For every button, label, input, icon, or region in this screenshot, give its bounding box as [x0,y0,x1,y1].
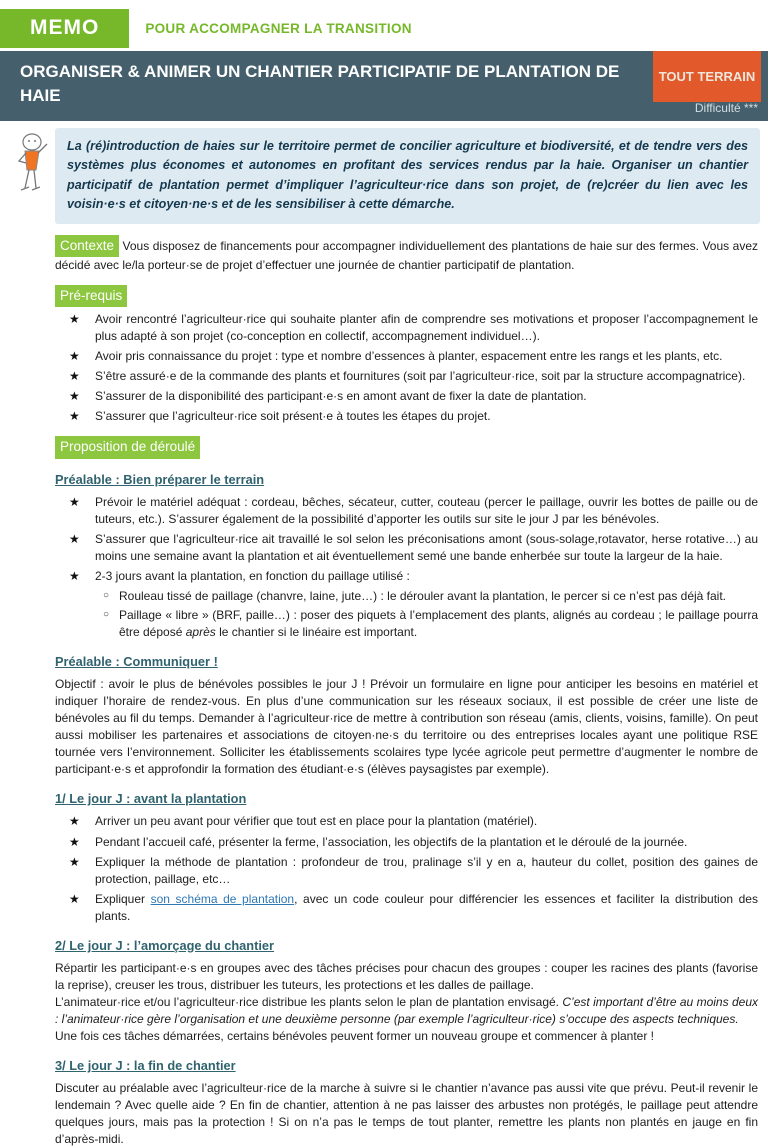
star-bullet-icon: ★ [69,312,80,327]
list-item-text: S’assurer de la disponibilité des participant·e·s en amont avant de fixer la date de plantation. [95,389,587,404]
stick-figure-icon [9,130,49,205]
text-run: Paillage « libre » (BRF, paille…) : poser des piquets à l’emplacement des plants, alignés au cordeau ; le paillage pourra être déposé [119,607,758,639]
page-title: ORGANISER & ANIMER UN CHANTIER PARTICIPATIF DE PLANTATION DE HAIE [20,61,620,106]
contexte-label: Contexte [55,235,119,257]
jour2-paragraph-1: Répartir les participant·e·s en groupes avec des tâches précises pour chacun des groupes : couper les racines des plants (favorise la reprise), creuser les trous, distribuer les tuteurs, les protections et les dalles de paillage. [55,960,758,992]
jour3-section [55,1057,758,1148]
text-run: L’animateur·rice et/ou l’agriculteur·rice distribue les plants selon le plan de plantation envisagé. [55,994,563,1009]
star-bullet-icon: ★ [69,494,80,509]
proposition-label: Proposition de déroulé [55,436,200,458]
list-item-text: Pendant l’accueil café, présenter la ferme, l’association, les objectifs de la plantation et le déroulé de la journée. [95,834,688,849]
text-run: , avec un code couleur pour différencier les essences et faciliter la distribution des plants. [95,891,758,923]
list-item-text: S’assurer que l’agriculteur·rice soit présent·e à toutes les étapes du projet. [95,409,491,424]
memo-header [0,9,768,48]
jour2-section [55,937,758,1045]
section-heading-jour3: 3/ Le jour J : la fin de chantier [55,1057,236,1073]
star-bullet-icon: ★ [69,834,80,849]
star-bullet-icon: ★ [69,349,80,364]
list-item [55,368,758,385]
circle-bullet-icon: ○ [103,589,110,601]
star-bullet-icon: ★ [69,854,80,869]
star-bullet-icon: ★ [69,389,80,404]
terrain-list [55,494,758,641]
jour1-list [55,813,758,924]
contexte-text: Vous disposez de financements pour accompagner individuellement des plantations de haie sur des fermes. Vous avez décidé avec le/la porteur·se de projet d’effectuer une journée de chantier participatif de plantation. [55,238,758,273]
prerequis-section [55,285,758,425]
list-item-text: S’être assuré·e de la commande des plants et fournitures (soit par l’agriculteur·rice, soit par la structure accompagnatrice). [95,369,746,384]
text-run-italic: après [185,624,216,639]
section-heading-communiquer: Préalable : Communiquer ! [55,653,218,669]
schema-plantation-link[interactable]: son schéma de plantation [150,891,295,906]
communiquer-paragraph: Objectif : avoir le plus de bénévoles possibles le jour J ! Prévoir un formulaire en ligne pour anticiper les besoins en matériel et indiquer l’horaire de rendez-vous. En plus d’une communication sur les réseaux sociaux, il est possible de créer une liste de bénévoles au fil du temps. Demander à l’agriculteur·rice de mettre à contribution son réseau (amis, clients, voisins, famille). On peut aussi mobiliser les partenaires et associations de citoyen·ne·s du territoire ou des entreprises locales ayant une politique RSE tournée vers l’environnement. Solliciter les établissements scolaires type lycée agricole peut permettre d’augmenter le nombre de participant·e·s et approfondir la formation des étudiant·e·s (élèves paysagistes par exemple). [55,677,758,777]
contexte-paragraph [55,235,758,274]
text-run-italic: C’est important d’être au moins deux : l’animateur·rice gère l’organisation et une deuxième personne (par exemple l’agriculteur·rice) s’occupe des aspects techniques. [55,994,758,1026]
star-bullet-icon: ★ [69,891,80,906]
list-item-text: 2-3 jours avant la plantation, en fonction du paillage utilisé : [95,568,410,583]
section-heading-jour2: 2/ Le jour J : l’amorçage du chantier [55,937,275,953]
list-item-text: Avoir pris connaissance du projet : type et nombre d’essences à planter, espacement entre les rangs et les plants, etc. [95,349,723,364]
star-bullet-icon: ★ [69,531,80,546]
memo-tagline: POUR ACCOMPAGNER LA TRANSITION [145,20,412,36]
star-bullet-icon: ★ [69,568,80,583]
list-item [55,388,758,405]
proposition-section [55,436,758,458]
intro-section [55,128,760,224]
prerequis-list [55,311,758,425]
list-item [55,834,758,851]
list-item [55,408,758,425]
list-item [55,348,758,365]
title-band [0,51,768,121]
jour2-paragraph-2 [55,994,758,1028]
list-item [55,891,758,925]
list-item [55,568,758,585]
jour2-paragraph-3: Une fois ces tâches démarrées, certains bénévoles peuvent former un nouveau groupe et commencer à planter ! [55,1028,654,1043]
terrain-section [55,471,758,641]
star-bullet-icon: ★ [69,814,80,829]
prerequis-label: Pré-requis [55,285,127,307]
star-bullet-icon: ★ [69,409,80,424]
difficulty-rating: Difficulté *** [694,100,758,115]
list-item [55,854,758,888]
memo-page [0,9,768,1147]
list-item-text [95,891,758,925]
list-item [55,813,758,830]
jour1-section [55,790,758,924]
star-bullet-icon: ★ [69,369,80,384]
memo-body [55,235,758,1148]
list-item-text: Prévoir le matériel adéquat : cordeau, bêches, sécateur, cutter, couteau (percer le paillage, ouvrir les bottes de paille ou de tuteurs, etc.). S’assurer également de la possibilité d’apporter les outils sur site le jour J par les bénévoles. [95,494,758,526]
list-item-text: Arriver un peu avant pour vérifier que tout est en place pour la plantation (matériel). [95,814,538,829]
list-item [55,531,758,565]
intro-text: La (ré)introduction de haies sur le territoire permet de concilier agriculture et biodiversité, et de tendre vers des systèmes plus économes et autonomes en profitant des services rendus par la haie. Organiser un chantier participatif de plantation permet d’impliquer l’agriculteur·rice dans son projet, de (re)créer du lien avec les voisin·e·s et citoyen·ne·s et de les sensibiliser à cette démarche. [55,128,760,224]
list-item [55,311,758,345]
sub-list-item [55,588,758,605]
communiquer-section [55,653,758,778]
list-item [55,494,758,528]
list-item-text: S’assurer que l’agriculteur·rice ait travaillé le sol selon les préconisations amont (sous-solage,rotavator, herse rotative…) au moins une semaine avant la plantation et ait éventuellement semé une bande enherbée sur toute la largeur de la haie. [95,531,758,563]
jour3-paragraph: Discuter au préalable avec l’agriculteur·rice de la marche à suivre si le chantier n’avance pas aussi vite que prévu. Peut-il revenir le lendemain ? Avec quelle aide ? En fin de chantier, attention à ne pas laisser des arbustes non protégés, le paillage peut attendre quelques jours, mais pas la protection ! Si on n’a pas le temps de tout planter, remettre les plants non plantés en jauge en fin d’après-midi. [55,1081,758,1147]
sub-list-item [55,607,758,641]
section-heading-terrain: Préalable : Bien préparer le terrain [55,471,265,487]
memo-label: MEMO [0,9,129,48]
text-run: le chantier si le linéaire est important. [215,624,418,639]
section-heading-jour1: 1/ Le jour J : avant la plantation [55,791,247,807]
text-run: Expliquer [95,891,151,906]
sub-list-item-text [119,607,758,641]
circle-bullet-icon: ○ [103,608,110,620]
tout-terrain-badge: TOUT TERRAIN [653,51,761,102]
sub-list-item-text: Rouleau tissé de paillage (chanvre, laine, jute…) : le dérouler avant la plantation, le percer si ce n’est pas déjà fait. [119,588,727,603]
list-item-text: Avoir rencontré l’agriculteur·rice qui souhaite planter afin de comprendre ses motivations et proposer l’accompagnement le plus adapté à son projet (co-conception en collectif, accompagnement individuel…). [95,312,758,344]
list-item-text: Expliquer la méthode de plantation : profondeur de trou, pralinage s’il y en a, hauteur du collet, position des gaines de protection, paillage, etc… [95,854,758,886]
